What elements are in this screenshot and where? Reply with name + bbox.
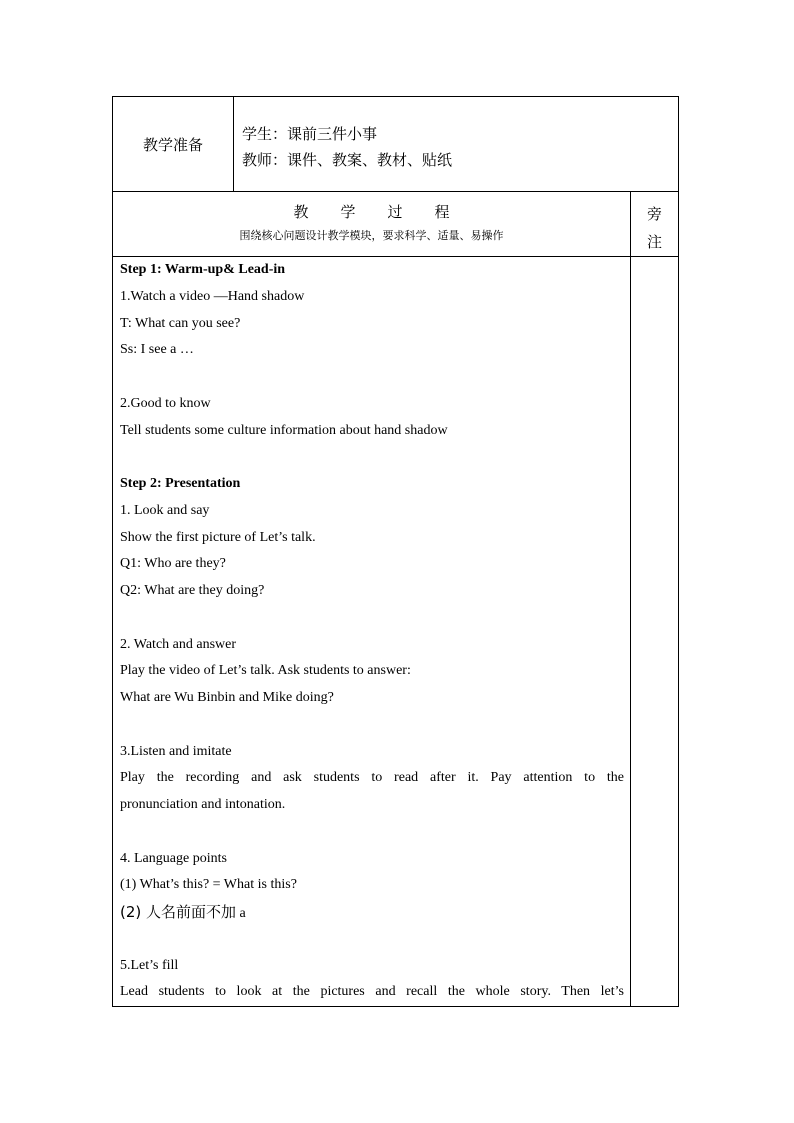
step2-q2: Q2: What are they doing?: [120, 583, 265, 598]
process-body: [113, 257, 631, 1007]
preparation-students: 学生：课前三件小事: [242, 125, 378, 143]
step2-item4-point1: (1) What’s this? = What is this?: [120, 877, 297, 893]
step1-item2: 2.Good to know: [120, 395, 211, 411]
spacer: [120, 605, 624, 632]
process-subtitle: 围绕核心问题设计教学模块，要求科学、适量、易操作: [239, 229, 504, 242]
spacer: [120, 364, 624, 391]
point2-number: (2): [120, 903, 147, 921]
step2-item5-desc: Lead students to look at the pictures and recall the whole story. Then let’s: [120, 984, 624, 1000]
lesson-plan-table: [112, 96, 679, 1007]
spacer: [120, 712, 624, 739]
side-note-label: [631, 192, 679, 257]
step1-item2-desc: Tell students some culture information about hand shadow: [120, 422, 448, 438]
step2-item4: 4. Language points: [120, 850, 227, 866]
step2-item3-desc-cont: pronunciation and intonation.: [120, 797, 286, 812]
step2-heading: Step 2: Presentation: [120, 476, 241, 491]
step2-item3: 3.Listen and imitate: [120, 743, 232, 759]
step2-item2: 2. Watch and answer: [120, 636, 237, 652]
step2-item2-question: What are Wu Binbin and Mike doing?: [120, 690, 334, 705]
process-header-row: [113, 192, 679, 257]
point2-end: a: [236, 906, 246, 921]
step2-item1-desc: Show the first picture of Let’s talk.: [120, 529, 316, 545]
step2-item2-desc: Play the video of Let’s talk. Ask students to answer:: [120, 663, 411, 679]
step1-item1: 1.Watch a video —Hand shadow: [120, 288, 305, 304]
step2-item3-desc: Play the recording and ask students to read after it. Pay attention to the: [120, 770, 624, 786]
point2-chinese: 人名前面不加: [146, 903, 237, 921]
process-header: [113, 192, 631, 257]
step2-item5: 5.Let’s fill: [120, 957, 179, 973]
step1-students-line: Ss: I see a …: [120, 342, 194, 358]
preparation-label: 教学准备: [113, 97, 234, 192]
step1-teacher-line: T: What can you see?: [120, 315, 241, 331]
spacer: [120, 926, 624, 953]
spacer: [120, 444, 624, 471]
spacer: [120, 819, 624, 846]
preparation-row: [113, 97, 679, 192]
step2-item4-point2: [120, 899, 624, 926]
step2-item1: 1. Look and say: [120, 502, 210, 518]
side-note-char-1: 旁: [647, 205, 663, 223]
process-body-row: [113, 257, 679, 1007]
side-note-column: [631, 257, 679, 1007]
preparation-teacher: 教师：课件、教案、教材、贴纸: [242, 151, 453, 169]
preparation-content: [234, 97, 679, 192]
process-title: 教学过程: [293, 203, 482, 221]
step1-heading: Step 1: Warm-up& Lead-in: [120, 262, 286, 277]
step2-q1: Q1: Who are they?: [120, 556, 226, 572]
side-note-char-2: 注: [647, 233, 663, 251]
